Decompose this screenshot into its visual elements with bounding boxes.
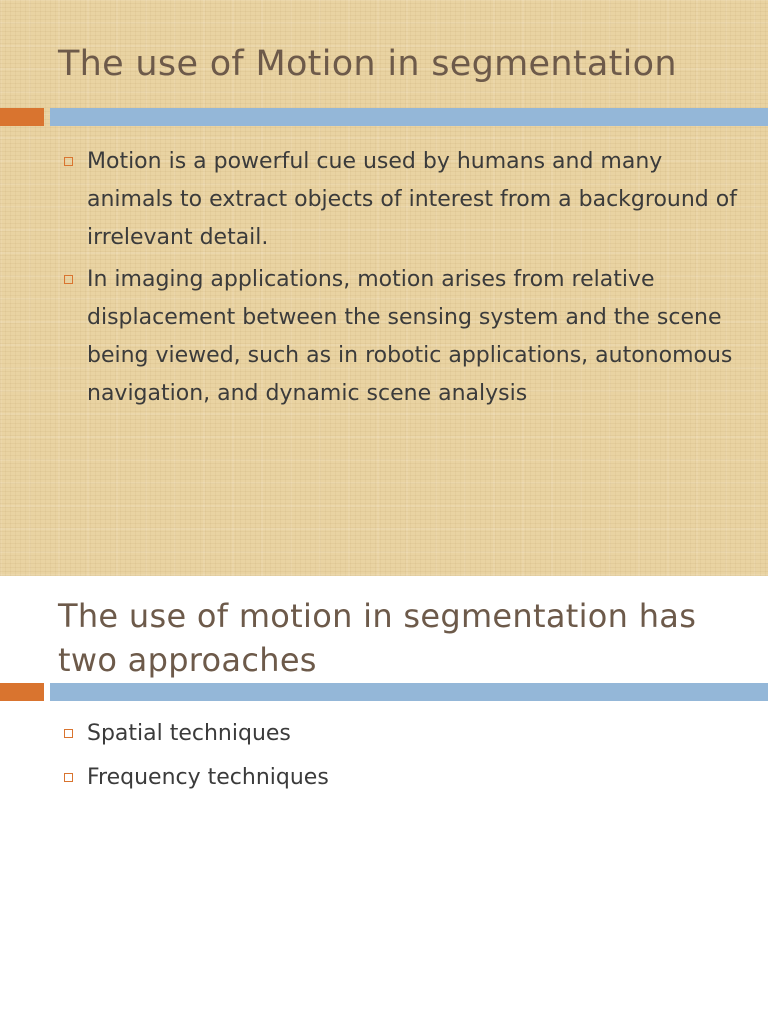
bullet-text: Motion is a powerful cue used by humans and many animals to extract objects of interest from a background of irrelevant detail.	[87, 149, 737, 250]
bullet-item	[0, 261, 740, 413]
bullet-text: Spatial techniques	[87, 721, 291, 746]
slide-1-title-divider	[0, 108, 768, 126]
bullet-item	[0, 715, 700, 753]
slide-1-bullet-list	[0, 143, 740, 417]
bullet-item	[0, 143, 740, 257]
hollow-square-bullet-icon	[64, 773, 73, 782]
divider-bar	[50, 683, 768, 701]
slide-2-title: The use of motion in segmentation has two approaches	[58, 597, 697, 679]
slide-1-title: The use of Motion in segmentation	[58, 44, 677, 84]
bullet-text: Frequency techniques	[87, 765, 329, 790]
hollow-square-bullet-icon	[64, 157, 73, 166]
slide-2	[0, 576, 768, 1024]
divider-accent	[0, 108, 44, 126]
hollow-square-bullet-icon	[64, 729, 73, 738]
divider-bar	[50, 108, 768, 126]
divider-accent	[0, 683, 44, 701]
hollow-square-bullet-icon	[64, 275, 73, 284]
bullet-item	[0, 759, 700, 797]
slide-2-title-divider	[0, 683, 768, 701]
bullet-text: In imaging applications, motion arises from relative displacement between the sensing system and the scene being viewed, such as in robotic applications, autonomous navigation, and dynamic scene analysis	[87, 267, 733, 406]
slide-2-bullet-list	[0, 715, 700, 803]
